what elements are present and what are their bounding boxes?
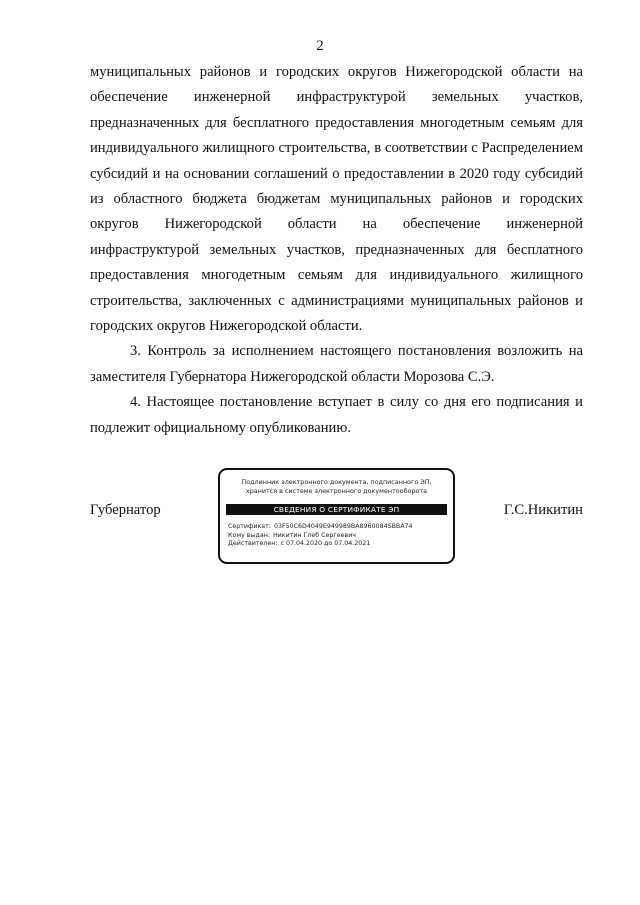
paragraph-item-3: 3. Контроль за исполнением настоящего постановления возложить на заместителя Губернатора Нижегородской области Морозова С.Э. <box>90 343 583 385</box>
stamp-details <box>228 523 453 549</box>
validity-row <box>228 540 453 549</box>
page-number: 2 <box>316 38 324 54</box>
issued-to-row <box>228 532 453 541</box>
document-body <box>90 60 583 441</box>
electronic-signature-stamp <box>218 468 455 564</box>
issued-to-value: Никитин Глеб Сергеевич <box>272 531 357 539</box>
signer-name: Г.С.Никитин <box>503 502 583 518</box>
stamp-header <box>220 478 453 496</box>
issued-to-label: Кому выдан: <box>228 531 270 539</box>
certificate-label: Сертификат: <box>228 523 271 530</box>
stamp-header-line-2: хранится в системе электронного документооборота <box>245 487 428 495</box>
signer-title: Губернатор <box>90 502 161 518</box>
stamp-header-line-1: Подлинник электронного документа, подписанного ЭП, <box>241 478 432 486</box>
certificate-row <box>228 523 453 532</box>
validity-value: с 07.04.2020 до 07.04.2021 <box>280 540 371 547</box>
stamp-title-bar: СВЕДЕНИЯ О СЕРТИФИКАТЕ ЭП <box>226 504 447 515</box>
validity-label: Действителен: <box>228 540 278 547</box>
signature-block <box>90 468 583 570</box>
paragraph-continuation: муниципальных районов и городских округов Нижегородской области на обеспечение инженерной инфраструктурой земельных участков, предназначенных для бесплатного предоставления многодетным семьям для индивидуального жилищного строительства, в соответствии с Распределением субсидий и на основании соглашений о предоставлении в 2020 году субсидий из областного бюджета бюджетам муниципальных районов и городских округов Нижегородской области на обеспечение инженерной инфраструктурой земельных участков, предназначенных для бесплатного предоставления многодетным семьям для индивидуального жилищного строительства, заключенных с администрациями муниципальных районов и городских округов Нижегородской области. <box>90 64 583 335</box>
certificate-value: 03F50C6D4049E949989BA8960084SBBA74 <box>273 523 413 530</box>
paragraph-item-4: 4. Настоящее постановление вступает в силу со дня его подписания и подлежит официальному опубликованию. <box>90 394 583 436</box>
